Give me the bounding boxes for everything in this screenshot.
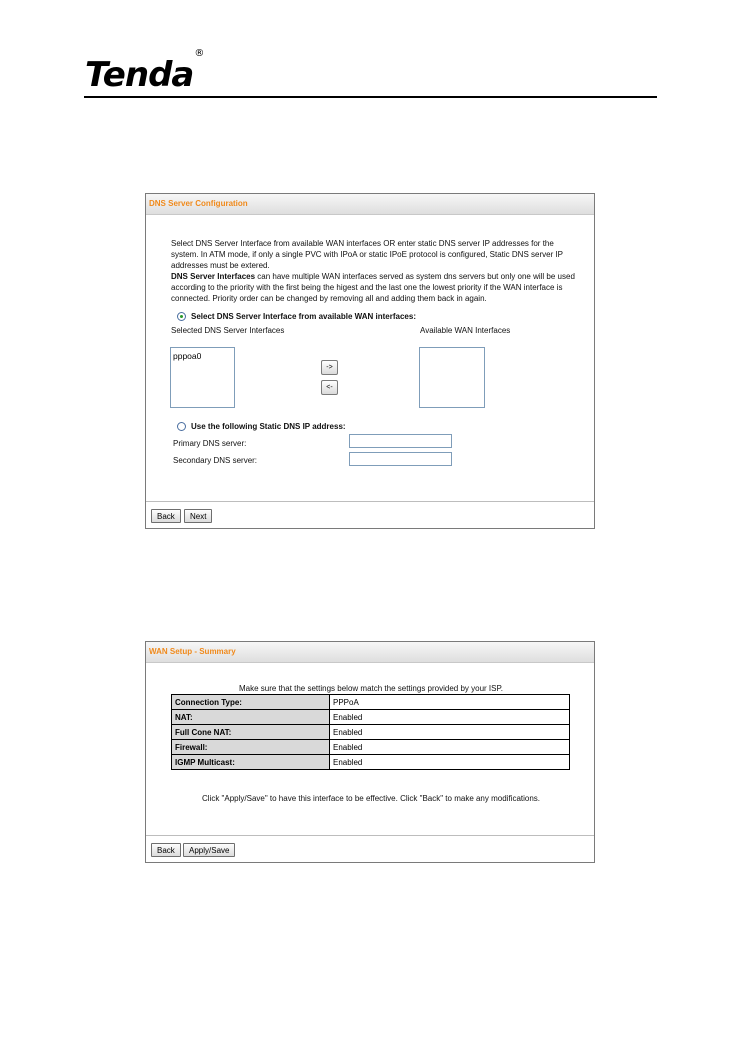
summary-row-label: NAT: [172,710,330,725]
secondary-dns-label: Secondary DNS server: [173,456,258,465]
table-row [172,725,570,740]
summary-row-value: Enabled [330,710,570,725]
summary-panel-footer [146,835,594,862]
dns-priority-text: can have multiple WAN interfaces served as system dns servers but only one will be used according to the priority with the first being the higest and the last one the lowest priority if the WAN interface is connected. Priority order can be changed by removing all and adding them back in again. [171,272,575,303]
summary-row-label: Connection Type: [172,695,330,710]
tenda-logo [85,47,204,95]
table-row [172,710,570,725]
registered-mark: ® [194,47,204,59]
radio-static-dns[interactable] [177,422,186,431]
primary-dns-input[interactable] [349,434,452,448]
wan-summary-panel [145,641,595,863]
back-button[interactable]: Back [151,509,181,523]
summary-row-value: Enabled [330,725,570,740]
table-row [172,740,570,755]
dns-config-panel [145,193,595,529]
summary-panel-title: WAN Setup - Summary [146,642,594,663]
move-left-button[interactable]: <- [321,380,338,395]
summary-row-label: IGMP Multicast: [172,755,330,770]
dns-interfaces-term: DNS Server Interfaces [171,272,256,281]
available-interfaces-list[interactable] [419,347,485,408]
primary-dns-label: Primary DNS server: [173,439,247,448]
summary-row-value: Enabled [330,740,570,755]
back-button[interactable]: Back [151,843,181,857]
summary-footer-note: Click "Apply/Save" to have this interface to be effective. Click "Back" to make any modifications. [201,794,541,803]
list-item[interactable]: pppoa0 [173,351,202,361]
table-row [172,755,570,770]
selected-interfaces-list[interactable] [170,347,235,408]
summary-instruction: Make sure that the settings below match the settings provided by your ISP. [239,684,503,693]
dns-panel-title: DNS Server Configuration [146,194,594,215]
secondary-dns-input[interactable] [349,452,452,466]
dns-panel-footer [146,501,594,528]
summary-table [171,694,570,770]
dns-intro-text: Select DNS Server Interface from available WAN interfaces OR enter static DNS server IP addresses for the system. In ATM mode, if only a single PVC with IPoA or static IPoE protocol is configured, Static DNS server IP addresses must be extered. [171,239,563,270]
selected-interfaces-label: Selected DNS Server Interfaces [171,326,285,335]
header-rule [84,96,657,98]
radio-available-wan[interactable] [177,312,186,321]
available-interfaces-label: Available WAN Interfaces [420,326,511,335]
table-row [172,695,570,710]
brand-name: Tenda [85,55,194,95]
summary-row-label: Firewall: [172,740,330,755]
radio-static-dns-label: Use the following Static DNS IP address: [191,422,346,431]
dns-intro-paragraph [171,238,576,304]
move-right-button[interactable]: -> [321,360,338,375]
summary-row-value: PPPoA [330,695,570,710]
next-button[interactable]: Next [184,509,212,523]
radio-available-wan-label: Select DNS Server Interface from available WAN interfaces: [191,312,416,321]
summary-row-label: Full Cone NAT: [172,725,330,740]
summary-row-value: Enabled [330,755,570,770]
apply-save-button[interactable]: Apply/Save [183,843,235,857]
